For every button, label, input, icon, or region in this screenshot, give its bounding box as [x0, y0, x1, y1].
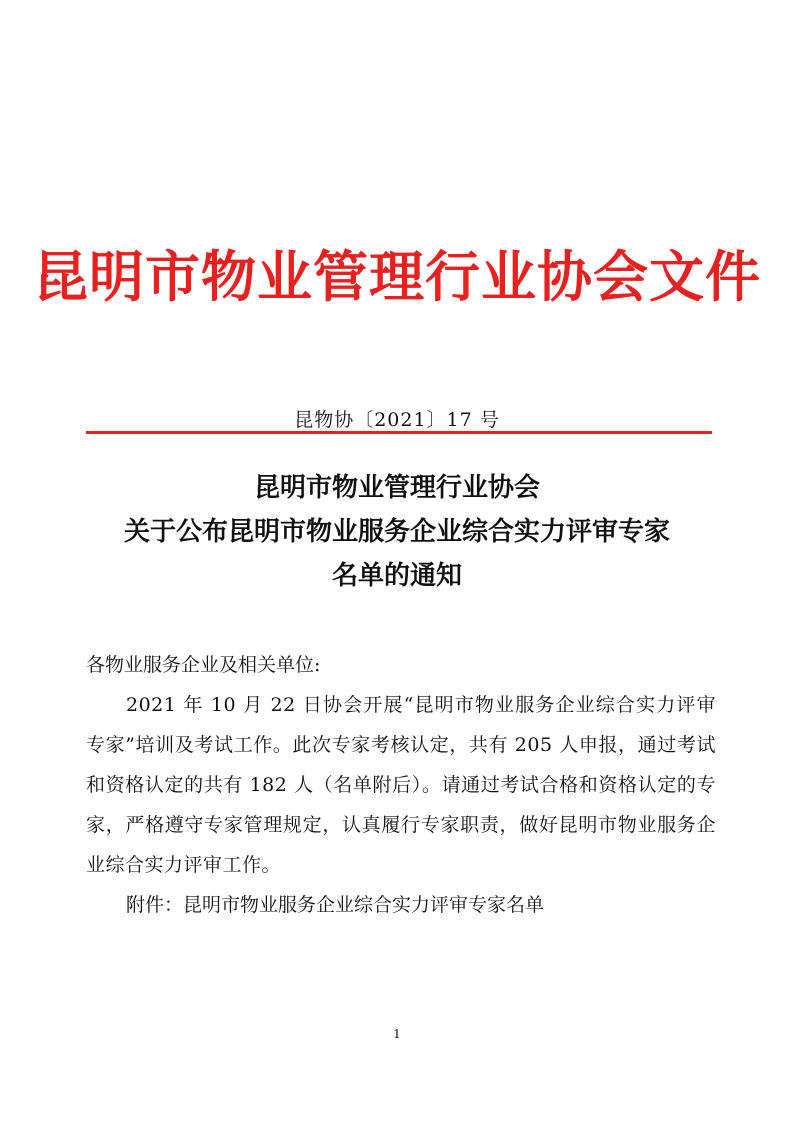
document-number: 昆物协〔2021〕17 号: [294, 409, 500, 431]
attachment-line: 附件：昆明市物业服务企业综合实力评审专家名单: [126, 894, 545, 916]
page-number: 1: [393, 1027, 401, 1041]
title-line-3: 名单的通知: [331, 561, 462, 591]
notice-body: [86, 645, 716, 925]
body-paragraph: 2021 年 10 月 22 日协会开展“昆明市物业服务企业综合实力评审专家”培训及考试工作。此次专家考核认定，共有 205 人申报，通过考试和资格认定的共有 182 人（名单附后）。请通过考试合格和资格认定的专家，严格遵守专家管理规定，认真履行专家职责，做好昆明市物业服务企业综合实力评审工作。: [86, 694, 716, 876]
red-divider-line: [86, 431, 712, 434]
notice-title: [60, 466, 734, 598]
salutation: 各物业服务企业及相关单位:: [86, 654, 321, 676]
title-line-1: 昆明市物业管理行业协会: [253, 473, 540, 503]
title-line-2: 关于公布昆明市物业服务企业综合实力评审专家: [123, 517, 670, 547]
document-masthead: 昆明市物业管理行业协会文件: [32, 245, 761, 309]
